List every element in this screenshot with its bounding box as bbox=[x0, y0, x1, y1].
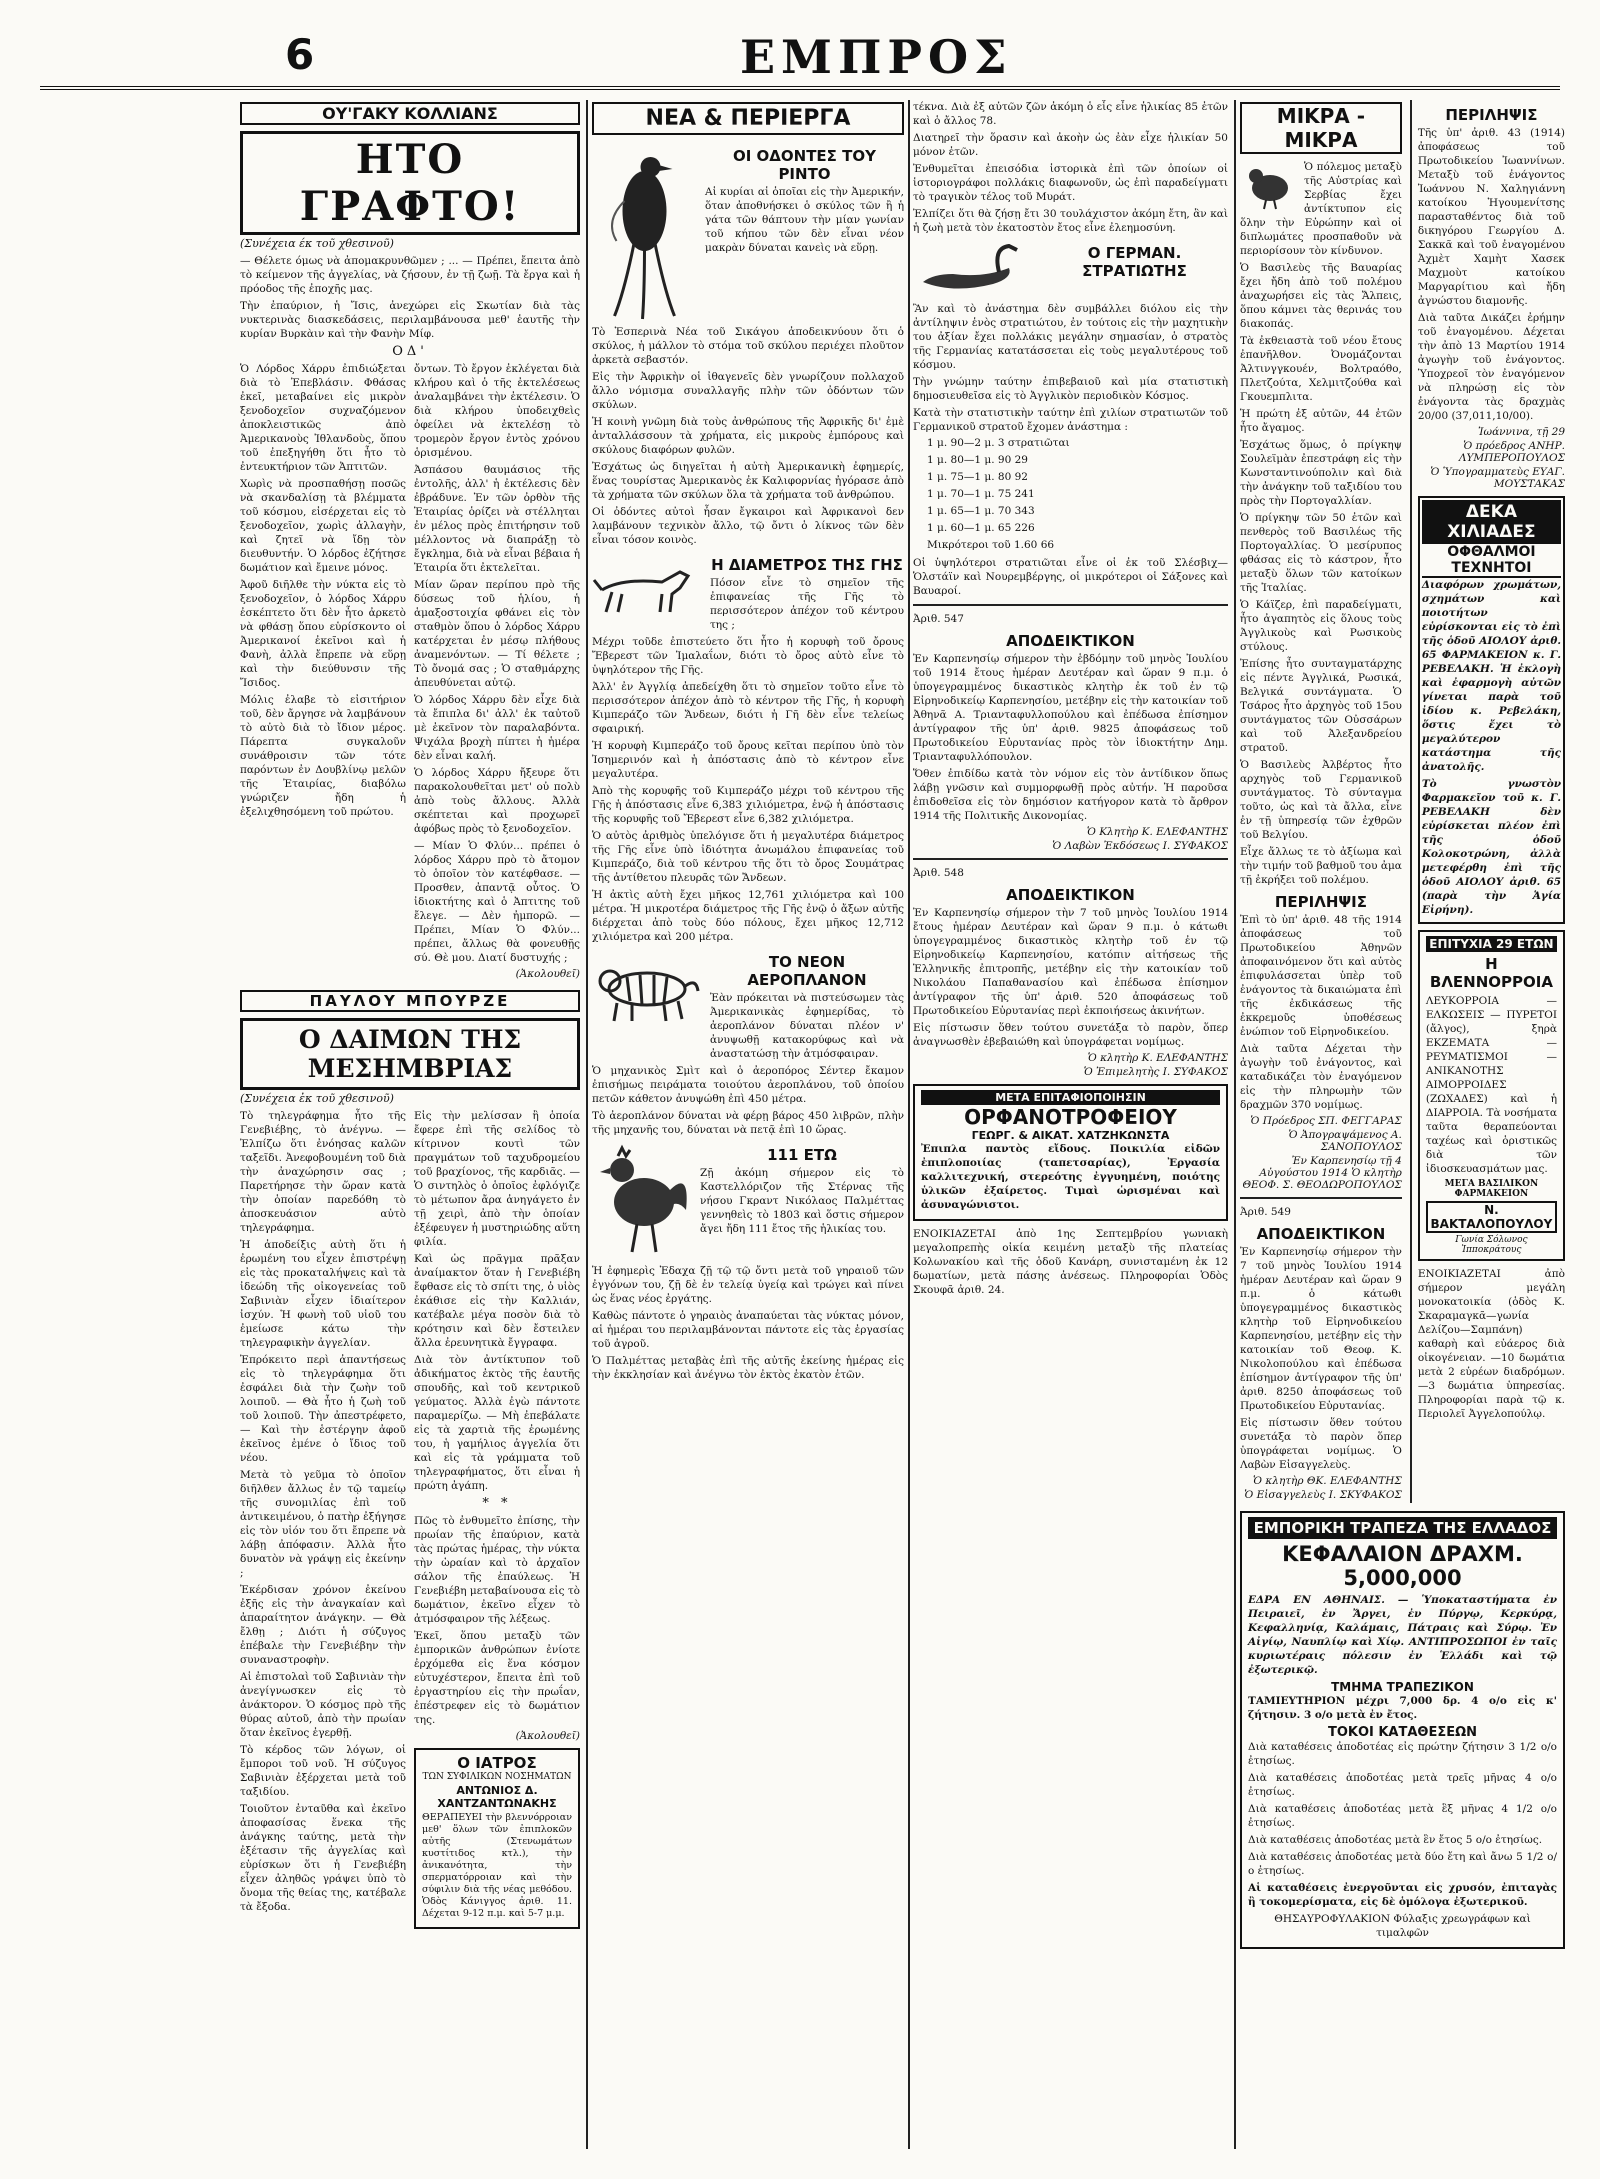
article-paragraph: Ἐὰν πρόκειται νὰ πιστεύσωμεν τὰς Ἀμερικανικὰς ἐφημερίδας, τὸ ἀεροπλάνον δύναται πλέον ν' ἀνυψωθῇ κατακορύφως καὶ νὰ ἀναστατώσῃ τὴν ἀτμόσφαιραν. bbox=[710, 992, 904, 1060]
article-paragraph: Οἱ ὀδόντες αὐτοὶ ἦσαν ἔγκαιροι καὶ Ἀφρικανοὶ δεν λαμβάνουν τεχνικὸν ἄλλο, τῷ ὄντι ὁ λίκνος τῶν δὲν εἶναι τόσον κοινὸς. bbox=[592, 506, 904, 546]
divider bbox=[913, 858, 1228, 860]
article-paragraph: Πόσον εἶνε τὸ σημεῖον τῆς ἐπιφανείας τῆς Γῆς τὸ περισσότερον ἀπέχον τοῦ κέντρου της ; bbox=[710, 577, 904, 631]
decree-number: Ἀριθ. 547 bbox=[913, 613, 964, 625]
author-bourzhe: ΠΑΥΛΟΥ ΜΠΟΥΡΖΕ bbox=[240, 990, 580, 1012]
pharmacy-big: Η ΒΛΕΝΝΟΡΡΟΙΑ bbox=[1429, 955, 1553, 991]
article-paragraph: Ἐκέρδισαν χρόνον ἐκείνου ἐξῆς εἰς τὴν ἀναγκαίαν καὶ ἀπαραίτητον ἀνάγκην. — Θὰ ἔλθῃ ; Διότι ἡ σύζυγος ἐπέβαλε τὴν Γενεβιέβην τὴν συναναστροφὴν. bbox=[240, 1584, 406, 1666]
article-paragraph: Ὁ λόρδος Χάρρυ ἤξευρε ὅτι παρακολουθεῖται μετ' οὐ πολὺ ἀπὸ τοὺς ἄλλους. Ἀλλὰ σκέπτεται καὶ προχωρεῖ ἀφόβως πρὸς τὸ ξενοδοχεῖον. bbox=[414, 767, 580, 835]
doctor-heading: Ο ΙΑΤΡΟΣ bbox=[457, 1754, 537, 1772]
article-paragraph: Ὁ Κάϊζερ, ἐπὶ παραδείγματι, ἦτο ἀγαπητὸς εἰς ὅλους τοὺς Ἀγγλικοὺς καὶ Ρωσικοὺς στύλους. bbox=[1240, 599, 1402, 653]
summary-text: Διὰ ταῦτα Δέχεται τὴν ἀγωγὴν τοῦ ἐνάγοντος, καὶ καταδικάζει τὸν ἐναγόμενον εἰς τὴν πληρωμὴν τῶν δραχμῶν 370 νομίμως. bbox=[1240, 1043, 1402, 1111]
dog-illustration bbox=[592, 550, 702, 620]
column-3 bbox=[913, 100, 1228, 2149]
decree-heading: ΑΠΟΔΕΙΚΤΙΚΟΝ bbox=[1006, 632, 1135, 650]
orphanage-advertisement bbox=[913, 1084, 1228, 1221]
article-paragraph: Εἰς τὴν Ἀφρικὴν οἱ ἰθαγενεῖς δὲν γνωρίζουν πολλαχοῦ ἄλλο νόμισμα συναλλαγῆς πλὴν τῶν ὀδόντων τῶν σκύλων. bbox=[592, 371, 904, 411]
article-paragraph: Τὸ κέρδος τῶν λόγων, οἱ ἔμποροι τοῦ νοῦ. Ἡ σύζυγος Σαβινιὰν ἐξέρχεται μετὰ τοῦ ταξιδίου. bbox=[240, 1744, 406, 1798]
article-paragraph: Ἐνθυμεῖται ἐπεισόδια ἱστορικὰ ἐπὶ τῶν ὁποίων οἱ ἱστοριογράφοι πολλάκις διαφωνοῦν, ὡς ἐπὶ παραδείγματι τὸ τραγικὸν τέλος τοῦ Μυράτ. bbox=[913, 163, 1228, 203]
scale-row: Μικρότεροι τοῦ 1.60 66 bbox=[927, 539, 1055, 551]
pharmacy-address: Γωνία Σόλωνος Ἱπποκράτους bbox=[1455, 1235, 1528, 1255]
article-paragraph: Ἡ κοινὴ γνῶμη διὰ τοὺς ἀνθρώπους τῆς Ἀφρικῆς δι' ἐμὲ ἀνταλλάσσουν τὰ χρήματα, εἰς μικροὺς ἐμπόρους καὶ σκύλους διαφόρων φυλῶν. bbox=[592, 416, 904, 456]
scale-row: 1 μ. 60—1 μ. 65 226 bbox=[927, 522, 1035, 534]
article-paragraph: Ὁ Βασιλεὺς τῆς Βαυαρίας ἔχει ἤδη ἀπὸ τοῦ πολέμου ἀναχωρήσει εἰς τὰς Ἄλπεις, ὅπου κάμνει τὰς θερινάς του διακοπάς. bbox=[1240, 262, 1402, 330]
decree-signature: Ὁ Ἐπιμελητὴς Ι. ΣΥΦΑΚΟΣ bbox=[1083, 1066, 1228, 1078]
column-rule bbox=[586, 100, 588, 2149]
bank-rate: Διὰ καταθέσεις ἀποδοτέας μετὰ ἓν ἔτος 5 ο/ο ἐτησίως. bbox=[1248, 1834, 1543, 1846]
article-paragraph: Ἡ πρώτη ἐξ αὐτῶν, 44 ἐτῶν ἦτο ἄγαμος. bbox=[1240, 408, 1402, 434]
article-paragraph: Ἀπὸ τὴς κορυφῆς τοῦ Κιμπεράζο μέχρι τοῦ κέντρου τῆς Γῆς ἡ ἀπόστασις εἶνε 6,383 χιλιόμετρα, ἐνῷ ἡ ἀπόστασις τῆς κορυφῆς τοῦ Ἔβερεστ εἶνε 6,382 χιλιόμετρα. bbox=[592, 785, 904, 825]
decree-text: Εἰς πίστωσιν ὅθεν τούτου συνετάξα τὸ παρὸν ὅπερ ὑπογράφεται νομίμως. Ὁ Λαβὼν Εἰσαγγελεὺς. bbox=[1240, 1417, 1402, 1471]
two-column-text bbox=[240, 362, 580, 982]
decree-text: Εἰς πίστωσιν ὅθεν τούτου συνετάξα τὸ παρὸν, ὅπερ ἀναγνωσθὲν ἐβεβαιώθη καὶ ὑπογράφεται νομίμως. bbox=[913, 1022, 1228, 1048]
bird-illustration bbox=[592, 141, 697, 321]
article-paragraph: Ἐσχάτως ὅμως, ὁ πρίγκηψ Σουλεϊμὰν ἐπεστράφη εἰς τὴν Κωνσταντινούπολιν καὶ διὰ τὴν ἀνάγκην τοῦ ταξιδίου του πρὸς τὴν Πορτογαλλίαν. bbox=[1240, 439, 1402, 507]
german-heading: Ο ΓΕΡΜΑΝ. ΣΤΡΑΤΙΩΤΗΣ bbox=[1082, 244, 1187, 280]
decree-text: Ἐν Καρπενησίῳ σήμερον τὴν ἑβδόμην τοῦ μηνὸς Ἰουλίου τοῦ 1914 ἔτους ἡμέραν Δευτέραν καὶ ὥραν 9 π.μ. ὁ ὑπογεγραμμένος δικαστικὸς κλητὴρ ἐκ τοῦ ἐν τῷ Εἰρηνοδικείῳ Καρπενησίου, μετέβην εἰς τὴν κατοικίαν τοῦ Ἀθηνᾶ Α. Τριανταφυλλοπούλου καὶ ἐπέδωσα ἐπίσημον ἀντίγραφον τῆς ὑπ' ἀριθ. 9825 ἀποφάσεως τοῦ Πρωτοδικείου Εὐρυτανίας πρὸς τὸν ἰδιοκτήτην Δημ. Τριανταφυλλόπουλον. bbox=[913, 653, 1228, 763]
rooster-caption: 111 ΕΤΩ bbox=[767, 1146, 837, 1164]
bank-footer: Αἱ καταθέσεις ἐνεργοῦνται εἰς χρυσόν, ἐπιταγὰς ἢ τοκομερίσματα, εἰς δὲ ὁμόλογα ἐξωτερικοῦ. bbox=[1248, 1882, 1557, 1908]
summary-signature: Ὁ Ἀπογραψάμενος Α. ΣΑΝΟΠΟΥΛΟΣ bbox=[1288, 1129, 1402, 1153]
article-paragraph: Ἡ ἀποδείξις αὐτὴ ὅτι ἡ ἐρωμένη του εἶχεν ἐπιστρέψῃ εἰς τὰς προκαταλήψεις καὶ τὰ ἰδεώδη τῆς οἰκογενείας τοῦ Σαβινιὰν εἶχεν ἰδιαίτερον ἰσχύν. Ἡ φωνὴ τοῦ υἱοῦ του ἐμείωσε κάτω τὴν τηλεγραφικὴν ἀγγελίαν. bbox=[240, 1239, 406, 1349]
hen-illustration bbox=[1240, 160, 1300, 210]
eye-advertisement bbox=[1418, 496, 1565, 924]
to-be-continued: (Ἀκολουθεῖ) bbox=[515, 968, 580, 980]
swan-illustration bbox=[913, 238, 1033, 298]
article-paragraph: Τὴν γνώμην ταύτην ἐπιβεβαιοῦ καὶ μία στατιστικὴ δημοσιευθεῖσα εἰς τὸ Ἀγγλικὸν περιοδικὸν Κόσμος. bbox=[913, 376, 1228, 402]
summary-signature: Ἐν Καρπενησίῳ τῇ 4 Αὐγούστου 1914 Ὁ κλητὴρ ΘΕΟΦ. Σ. ΘΕΟΔΩΡΟΠΟΥΛΟΣ bbox=[1242, 1155, 1402, 1191]
article-paragraph: Ἡ κορυφὴ Κιμπεράζο τοῦ ὄρους κεῖται περίπου ὑπὸ τὸν Ἰσημερινόν καὶ ἡ ἀπόστασις ἀπὸ τὸ κέντρον εἶνε μεγαλυτέρα. bbox=[592, 740, 904, 780]
rent-notice: ΕΝΟΙΚΙΑΖΕΤΑΙ ἀπὸ 1ης Σεπτεμβρίου γωνιακὴ μεγαλοπρεπὴς οἰκία κειμένη μεταξὺ τῆς πλατείας Κολωνακίου καὶ τῆς ὁδοῦ Κανάρη, συνισταμένη ἐκ 12 δωματίων, μετὰ πάσης ἀνέσεως. Πληροφορίαι Ὁδὸς Σκουφᾶ ἀριθ. 24. bbox=[913, 1228, 1228, 1296]
summary-text: Τῆς ὑπ' ἀριθ. 43 (1914) ἀποφάσεως τοῦ Πρωτοδικείου Ἰωαννίνων. Μεταξὺ τοῦ ἐνάγοντος Ἰωάννου Ν. Χαληγιάννη κατοίκου Ἡγουμενίτσης παρασταθέντος διὰ τοῦ δικηγόρου Γεωργίου Δ. Σακκᾶ καὶ τοῦ ἐναγομένου Ἀχμὲτ Χαμὴτ Χασεκ Μαχμοὺτ κατοίκου Μαργαρίτιου καὶ ἤδη ἀγνώστου διαμονῆς. bbox=[1417, 127, 1565, 307]
article-paragraph: Ἐπρόκειτο περὶ ἀπαντήσεως εἰς τὸ τηλεγράφημα ὅτι ἐσφάλει διὰ τὴν ζωὴν τοῦ λοιποῦ. — Θὰ ἦτο ἡ ζωὴ τοῦ τοῦ λοιποῦ. Τὴν ἀπεστρέφετο, — Καὶ τὴν ἑστέργην ἀφοῦ ἐκεῖνος ἐμένε ὁ ἴδιος τοῦ νέου. bbox=[240, 1354, 406, 1464]
decree-heading: ΑΠΟΔΕΙΚΤΙΚΟΝ bbox=[1006, 886, 1135, 904]
article-paragraph: Τὸ Ἑσπερινὰ Νέα τοῦ Σικάγου ἀποδεικνύουν ὅτι ὁ σκύλος, ἡ μάλλον τὸ στόμα τοῦ σκύλου περιέχει πλοῦτον ἀρκετὰ σεβαστόν. bbox=[592, 326, 904, 366]
asterisk-divider: * * bbox=[482, 1496, 512, 1511]
decree-heading: ΑΠΟΔΕΙΚΤΙΚΟΝ bbox=[1256, 1225, 1386, 1243]
summary-signature: Ὁ Ὑπογραμματεὺς ΕΥΑΓ. ΜΟΥΣΤΑΚΑΣ bbox=[1430, 466, 1565, 490]
summary-text: Διὰ ταῦτα Δικάζει ἐρήμην τοῦ ἐναγομένου. Δέχεται τὴν ἀπὸ 13 Μαρτίου 1914 ἀγωγὴν τοῦ ἐνάγοντος. Ὑποχρεοῖ τὸν ἐναγόμενον νὰ πληρώσῃ εἰς τὸν ἐνάγοντα τὰς δραχμὰς 20/00 (37,011,10/00). bbox=[1417, 312, 1565, 422]
article-paragraph: Εἶχε ἄλλως τε τὸ ἀξίωμα καὶ τὴν τιμήν τοῦ βαθμοῦ του ἀμα τῇ ἐκρήξει τοῦ πολέμου. bbox=[1240, 846, 1402, 886]
earth-heading: Η ΔΙΑΜΕΤΡΟΣ ΤΗΣ ΓΗΣ bbox=[711, 556, 903, 574]
bank-rate: Διὰ καταθέσεις ἀποδοτέας μετὰ δύο ἔτη καὶ ἄνω 5 1/2 ο/ο ἐτησίως. bbox=[1248, 1851, 1557, 1877]
article-paragraph: Ὁ αὐτὸς ἀριθμὸς ὑπελόγισε ὅτι ἡ μεγαλυτέρα διάμετρος τῆς Γῆς εἶνε ὑπὸ ἰδιότητα ἀνωμάλου ἐπιφανείας τοῦ Κιμπεράζο, διὰ τοῦ κέντρου τῆς ὅτι τὸ ὄρος Σουμάτρας τῆς ἀντίθετου πλευρᾶς τῶν Ἄνδεων. bbox=[592, 830, 904, 884]
article-paragraph: Εἰς τὴν μελίσσαν ἢ ὁποία ἔφερε ἐπὶ τῆς σελίδος τὸ κίτρινον κουτὶ τῶν πραγμάτων τοῦ ταχυδρομείου τοῦ βραχίονος, τῆς καρδιᾶς. — Ὁ σιντηλὸς ὁ ὁποῖος ἐφλόγιζε τὸ μέτωπον ἄρα ἀνηγάγετο ἐν τῇ χειρὶ, ἀπὸ τὴν ὁποίαν ἐξέφευγεν ἡ μυστηριώδης αὕτη φιλία. bbox=[414, 1110, 580, 1248]
summary-date: Ἰωάννινα, τῇ 29 bbox=[1478, 426, 1565, 438]
decree-signature: Ὁ κλητὴρ ΘΚ. ΕΛΕΦΑΝΤΗΣ bbox=[1253, 1475, 1402, 1487]
decree-number: Ἀριθ. 549 bbox=[1240, 1206, 1291, 1218]
page-header bbox=[40, 30, 1560, 90]
article-paragraph: Ζῇ ἀκόμη σήμερον εἰς τὸ Καστελλόριζον τῆς Στέρνας τῆς νήσου Γκραντ Νικόλαος Παλμέττας γεννηθεὶς τὸ 1803 καὶ ὅστις σήμερον ἄγει ἤδη 111 ἔτος τῆς ἡλικίας του. bbox=[700, 1167, 904, 1235]
orphanage-bar: ΜΕΤΑ ΕΠΙΤΑΦΙΟΠΟΙΗΣΙΝ bbox=[921, 1090, 1220, 1105]
two-column-text bbox=[240, 1109, 580, 1935]
scale-row: 1 μ. 90—2 μ. 3 στρατιῶται bbox=[927, 437, 1070, 449]
article-paragraph: Ἡ ἐφημερὶς Ἐδαχα ζῇ τῷ τῷ ὄντι μετὰ τοῦ γηραιοῦ τῶν ἐγγόνων του, ζῇ δὲ ἐν τελείᾳ ὑγείᾳ καὶ τρώγει καὶ πίνει ὡς ἕνας νέος ἐργάτης. bbox=[592, 1265, 904, 1305]
section-nea-periergha: ΝΕΑ & ΠΕΡΙΕΡΓΑ bbox=[592, 102, 904, 135]
orphanage-title: ΟΡΦΑΝΟΤΡΟΦΕΙΟΥ bbox=[964, 1105, 1177, 1129]
pharmacy-text: ΛΕΥΚΟΡΡΟΙΑ — ΕΛΚΩΣΕΙΣ — ΠΥΡΕΤΟΙ (ἄλγος), ξηρὰ ΕΚΖΕΜΑΤΑ — ΡΕΥΜΑΤΙΣΜΟΙ — ΑΝΙΚΑΝΟΤΗΣ ΑΙΜΟΡΡΟΙΔΕΣ (ΖΩΧΑΔΕΣ) καὶ ἡ ΔΙΑΡΡΟΙΑ. Τὰ νοσήματα ταῦτα θεραπεύονται ταχέως καὶ ὁριστικῶς διὰ τῶν ἰδιοσκευασμάτων μας. bbox=[1425, 995, 1557, 1175]
article-paragraph: Ἀφοῦ διῆλθε τὴν νύκτα εἰς τὸ ξενοδοχεῖον, ὁ λόρδος Χάρρυ ἐσκέπτετο ὅτι δὲν ἦτο ἀρκετὸ νὰ φθάσῃ ὅπου εὑρίσκοντο οἱ Ἀμερικανοί ἐκεῖνοι καὶ ἡ Φανὴ, ἀλλὰ ἔπρεπε νὰ εὕρῃ καὶ τὴν διεύθυνσιν τῆς Ἴσιδος. bbox=[240, 579, 406, 689]
airplane-heading: ΤΟ ΝΕΟΝ ΑΕΡΟΠΛΑΝΟΝ bbox=[747, 953, 867, 989]
eye-text: Διαφόρων χρωμάτων, σχημάτων καὶ ποιοτήτων εὑρίσκονται εἰς τὸ ἐπὶ τῆς ὁδοῦ ΑΙΟΛΟΥ ἀριθ. 65 ΦΑΡΜΑΚΕΙΟΝ κ. Γ. ΡΕΒΕΛΑΚΗ. Ἡ ἐκλογὴ καὶ ἐφαρμογὴ αὐτῶν γίνεται παρὰ τοῦ ἰδίου κ. Ρεβελάκη, ὅστις ἔχει τὸ μεγαλύτερον κατάστημα τῆς ἀνατολῆς. bbox=[1421, 579, 1561, 773]
rooster-illustration bbox=[592, 1140, 692, 1260]
article-paragraph: Ἐλπίζει ὅτι θὰ ζήσῃ ἔτι 30 τουλάχιστον ἀκόμη ἔτη, ἂν καὶ ἡ ζωὴ μετὰ τὸν ἑκατοστὸν ἔτος εἶνε ἐλεημοσύνη. bbox=[913, 208, 1228, 234]
to-be-continued: (Ἀκολουθεῖ) bbox=[515, 1730, 580, 1742]
summary-heading: ΠΕΡΙΛΗΨΙΣ bbox=[1274, 893, 1367, 911]
article-paragraph: Τὴν ἐπαύριον, ἡ Ἴσις, ἀνεχώρει εἰς Σκωτίαν διὰ τὰς νυκτερινὰς διασκεδάσεις, περιλαμβάνουσα μεθ' ἑαυτῆς τὴν κυρίαν Βυρκὰιν καὶ τὴν Φανὴν Μίφ. bbox=[240, 300, 580, 340]
article-paragraph: Ὁ μηχανικὸς Σμὶτ καὶ ὁ ἀεροπόρος Σέντερ ἔκαμον ἐπισήμως πειράματα τοιούτου ἀεροπλάνου, τοῦ ὁποίου πετῶν κάθετον ἀνυψώθη ἐπὶ 450 μέτρα. bbox=[592, 1065, 904, 1105]
eye-subheading: ΟΦΘΑΛΜΟΙ ΤΕΧΝΗΤΟΙ bbox=[1422, 544, 1561, 578]
article-paragraph: Ὁ λόρδος Χάρρυ δὲν εἶχε διὰ τὰ ἔπιπλα δι' ἀλλ' ἐκ ταὐτοῦ μὲ ἐκεῖνον τὸν παραλαβόντα. Ψιχάλα βροχὴ πίπτει ἡ ἡμέρα δὲν εἶναι καλή. bbox=[414, 694, 580, 762]
decree-signature: Ὁ Εἰσαγγελεὺς Ι. ΣΚΥΦΑΚΟΣ bbox=[1244, 1489, 1402, 1501]
masthead: ΕΜΠΡΟΣ bbox=[740, 30, 1013, 84]
teeth-heading: ΟΙ ΟΔΟΝΤΕΣ ΤΟΥ ΡΙΝΤΟ bbox=[732, 147, 876, 183]
article-paragraph: Ἀλλ' ἐν Ἀγγλίᾳ ἀπεδείχθη ὅτι τὸ σημεῖον τοῦτο εἶνε τὸ περισσότερον ἀπέχον ἀπὸ τὸ κέντρον τῆς Γῆς, ἡ κορυφὴ Κιμπεράζο τῶν Ἄνδεων, διότι ἡ Γῆ δὲν εἶνε τελείως σφαιρική. bbox=[592, 681, 904, 735]
pharmacy-label: ΜΕΓΑ ΒΑΣΙΛΙΚΟΝ ΦΑΡΜΑΚΕΙΟΝ bbox=[1444, 1179, 1539, 1199]
article-paragraph: Τὰ ἐκθειαστὰ τοῦ νέου ἔτους ἐπανῆλθον. Ὀνομάζονται Ἀλτινγγκουέν, Βολτραόθο, Πλετζούτα, Χελμιτζούθα καὶ Γκουεμπλιτα. bbox=[1240, 335, 1402, 403]
article-paragraph: Καὶ ὡς πρᾶγμα πρᾶξαν ἀναίμακτον ὅταν ἡ Γενεβιέβη ἔφθασε εἰς τὸ σπίτι της, ὁ υἱὸς ἐκάθισε εἰς τὴν Καλλιάν, κατέβαλε μέγα ποσὸν διὰ τὸ κρότησιν καὶ δὲν ἔστειλεν ἄλλα ἐρευνητικὰ ἔγγραφα. bbox=[414, 1253, 580, 1349]
article-paragraph: Οἱ ὑψηλότεροι στρατιῶται εἶνε οἱ ἐκ τοῦ Σλέσβιχ—Ὁλστάϊν καὶ Νουρεμβέργης, οἱ μικρότεροι οἱ Σάξονες καὶ Βαυαροί. bbox=[913, 557, 1228, 597]
article-paragraph: Αἱ κυρίαι αἱ ὁποῖαι εἰς τὴν Ἀμερικήν, ὅταν ἀποθνήσκει ὁ σκύλος τῶν ἢ ἡ γάτα τῶν θάπτουν τὴν μίαν γωνίαν τοῦ κήπου τῶν δὲν εἶναι νέον μακρὰν δύναται κανεὶς νὰ εὕρῃ. bbox=[705, 186, 904, 254]
eye-text: Τὸ γνωστὸν Φαρμακεῖον τοῦ κ. Γ. ΡΕΒΕΛΑΚΗ δὲν εὑρίσκεται πλέον ἐπὶ τῆς ὁδοῦ Κολοκοτρώνη, ἀλλὰ μετεφέρθη ἐπὶ τῆς ὁδοῦ ΑΙΟΛΟΥ ἀριθ. 65 (παρὰ τὴν Ἁγία Εἰρήνη). bbox=[1421, 778, 1561, 916]
bank-text: ΤΑΜΙΕΥΤΗΡΙΟΝ μέχρι 7,000 δρ. 4 ο/ο εἰς κ' ζήτησιν. 3 ο/ο μετὰ ἐν ἔτος. bbox=[1248, 1695, 1557, 1721]
article-paragraph: Μέχρι τοῦδε ἐπιστεύετο ὅτι ἦτο ἡ κορυφὴ τοῦ ὄρους Ἔβερεστ τῶν Ἱμαλαΐων, διότι τὸ ὄρος αὐτὸ εἶνε τὸ ὑψηλότερον τῆς Γῆς. bbox=[592, 636, 904, 676]
bank-rate: Διὰ καταθέσεις ἀποδοτέας μετὰ τρεῖς μῆνας 4 ο/ο ἐτησίως. bbox=[1248, 1772, 1557, 1798]
bank-advertisement bbox=[1240, 1511, 1565, 1949]
article-paragraph: Καθὼς πάντοτε ὁ γηραιὸς ἀναπαύεται τὰς νύκτας μόνον, αἱ ἡμέραι του περιλαμβάνονται πάντοτε εἰς τὰς ἐργασίας τοῦ ἀγροῦ. bbox=[592, 1310, 904, 1350]
section-mark: ΟΔ' bbox=[392, 344, 428, 359]
title-daimon: Ο ΔΑΙΜΩΝ ΤΗΣ ΜΕΣΗΜΒΡΙΑΣ bbox=[240, 1018, 580, 1090]
bank-rate: Διὰ καταθέσεις ἀποδοτέας εἰς πρώτην ζήτησιν 3 1/2 ο/ο ἐτησίως. bbox=[1248, 1741, 1557, 1767]
article-paragraph: — Μίαν Ὁ Φλύν... πρέπει ὁ λόρδος Χάρρυ πρὸ τὸ ἄτομον τὸ ὁποῖον τὸν κατέφθασε. — Προσθεν, ἀπαντᾷ οὗτος. Ὁ ἰδιοκτήτης καὶ ὁ Ἀπτιτης τοῦ ἔλεγε. — Δὲν ἠμπορῶ. — Πρέπει, Μίαν Ὁ Φλύν... πρέπει, ἄλλως θὰ φονευθῇς σύ. Θὲ μου. Διατί δυστυχής ; bbox=[414, 840, 580, 964]
pharmacy-name: Ν. ΒΑΚΤΑΛΟΠΟΥΛΟΥ bbox=[1426, 1201, 1557, 1233]
article-paragraph: Χωρὶς νὰ προσπαθήσῃ ποσῶς νὰ σκανδαλίσῃ τὰ βλέμματα τοῦ κόσμου, εἰσέρχεται εἰς τὸ ξενοδοχεῖον, χωρὶς ἀλλαγὴν, καὶ ζητεῖ νὰ ἴδῃ τὸν διευθυντήν. Ὁ λόρδος ἐζήτησε δωμάτιον καὶ ἔμεινε μόνος. bbox=[240, 478, 406, 574]
article-paragraph: Ὁ πρίγκηψ τῶν 50 ἐτῶν καὶ πενθερὸς τοῦ Βασιλέως τῆς Πορτογαλλίας. Ὁ μεσίρυπος φθάσας εἰς τὸ κάστρον, ἦτο μεταξὺ ὅλων τῶν κατοίκων τῆς Ἰταλίας. bbox=[1240, 512, 1402, 594]
page-number: 6 bbox=[285, 30, 315, 79]
article-paragraph: τέκνα. Διὰ ἐξ αὐτῶν ζῶν ἀκόμη ὁ εἷς εἶνε ἡλικίας 85 ἐτῶν καὶ ὁ ἄλλος 78. bbox=[913, 101, 1228, 127]
scale-row: 1 μ. 70—1 μ. 75 241 bbox=[927, 488, 1035, 500]
bank-text: ΕΔΡΑ ΕΝ ΑΘΗΝΑΙΣ. — Ὑποκαταστήματα ἐν Πειραιεῖ, ἐν Ἄργει, ἐν Πύργῳ, Κερκύρᾳ, Κεφαλληνίᾳ, Καλάμαις, Πάτραις καὶ Σύρῳ. Ἐν Αἰγίῳ, Ναυπλίῳ καὶ Χίῳ. ΑΝΤΙΠΡΟΣΩΠΟΙ ἐν ταῖς κυριωτέραις πόλεσιν ἐν Ἑλλάδι καὶ τῷ ἐξωτερικῷ. bbox=[1248, 1594, 1557, 1676]
article-paragraph: Μόλις ἐλαβε τὸ εἰσιτήριον τοῦ, δὲν ἄργησε νὰ λαμβάνουν τὸ αὐτὸ διὰ τὸ ἴδιον μέρος. Πάρεπτα συγκαλοῦν συνάθροισιν τῶν τότε παρόντων ἐν Δουβλίνῳ μελῶν τῆς Ἐταιρίας, διαβόλω γνώριζεν ἤδη ἡ ἐξελιχθησόμενη τοῦ πρώτου. bbox=[240, 694, 406, 818]
top-right-split bbox=[1240, 100, 1565, 1503]
pharmacy-heading: ΕΠΙΤΥΧΙΑ 29 ΕΤΩΝ bbox=[1426, 936, 1557, 952]
article-paragraph: Ὁ Λόρδος Χάρρυ ἐπιδιώξεται διὰ τὸ Ἐπεβλάσιν. Φθάσας ἐκεῖ, μεταβαίνει εἰς μικρὸν ξενοδοχεῖον συχναζόμενον ἀποκλειστικῶς ἀπὸ Ἀμερικανοὺς Ἰθλανδοὺς, ὅπου τοῦ ἐπεξηγήθη ὅτι ἦτο τὸ ἐντευκτήριον τῶν Ἀπτιτῶν. bbox=[240, 363, 406, 473]
decree-text: Ὅθεν ἐπιδίδω κατὰ τὸν νόμον εἰς τὸν ἀντίδικον ὅπως λάβῃ γνῶσιν καὶ συμμορφωθῇ πρὸς αὐτήν. Ἡ παροῦσα ἐπιδοθεῖσα εἰς τὸν δημόσιον κατήγορον κατὰ τὸ ἄρθρον 1914 τῆς Πολιτικῆς Δικονομίας. bbox=[913, 768, 1228, 822]
article-paragraph: Ἂν καὶ τὸ ἀνάστημα δὲν συμβάλλει διόλου εἰς τὴν ἀντίληψιν ἑνὸς στρατιώτου, ἐν τούτοις εἰς τὴν μαχητικὴν του ἀξίαν ἔχει πολλάκις μεγάλην σημασίαν, ὁ στρατὸς τῆς Γερμανίας κατατάσσεται εἰς τοὺς μεγαλυτέρους τοῦ κόσμου. bbox=[913, 303, 1228, 371]
article-paragraph: Ὁ Παλμέττας μεταβὰς ἐπὶ τῆς αὐτῆς ἐκείνης ἡμέρας εἰς τὴν ἐκκλησίαν καὶ ἀνέγνω τὸν ἐκτὸς ἑκατὸν ἐτῶν. bbox=[592, 1355, 904, 1381]
article-paragraph: ὄντων. Τὸ ἔργον ἐκλέγεται διὰ κλήρου καὶ ὁ τῆς ἐκτελέσεως ἀναλαμβάνει τὴν ἐκτέλεσιν. Ὁ διὰ κλήρου ὑποδειχθεὶς ὀφείλει νὰ ἐκτελέσῃ τὸ τρομερὸν ἔργον ἐντὸς χρόνου ὁρισμένου. bbox=[414, 363, 580, 459]
article-paragraph: Ὁ πόλεμος μεταξὺ τῆς Αὐστρίας καὶ Σερβίας ἔχει ἀντίκτυπον εἰς ὅλην τὴν Εὐρώπην καὶ οἱ διπλωμάτες προσπαθοῦν νὰ περιορίσουν τὸν κίνδυνον. bbox=[1240, 161, 1402, 257]
rent-notice: ΕΝΟΙΚΙΑΖΕΤΑΙ ἀπὸ σήμερον μεγάλη μονοκατοικία (ὁδὸς Κ. Σκαραμαγκᾶ—γωνία Δελίζου—Σαμπάνη) καθαρὴ καὶ εὐάερος διὰ οἰκογένειαν. —10 δωμάτια μετὰ 2 εὐρέων διαδρόμων.—3 δωμάτια ὑπηρεσίας. Πληροφορίαι παρὰ τῷ κ. Περιολεῖ Ἀγγελοπούλῳ. bbox=[1417, 1268, 1565, 1420]
bank-subheading: ΤΜΗΜΑ ΤΡΑΠΕΖΙΚΟΝ bbox=[1331, 1680, 1474, 1694]
decree-text: Ἐν Καρπενησίῳ σήμερον τὴν 7 τοῦ μηνὸς Ἰουλίου 1914 ἡμέραν Δευτέραν καὶ ὥραν 9 π.μ. ὁ κάτωθι ὑπογεγραμμένος δικαστικὸς κλητὴρ τοῦ Εἰρηνοδικείου Καρπενησίου, μετέβην εἰς τὴν κατοικίαν τοῦ Θεοφ. Κ. Νικολοπούλου καὶ ἐπέδωσα ἐπίσημον ἀντίγραφον τῆς ὑπ' ἀριθ. 8250 ἀποφάσεως τοῦ Πρωτοδικείου Εὐρυτανίας. bbox=[1240, 1246, 1402, 1412]
article-paragraph: — Θέλετε όμως νὰ ἀπομακρυνθῶμεν ; ... — Πρέπει, ἔπειτα ἀπὸ τὸ κείμενον τῆς ἀγγελίας, νὰ ζήσουν, ἐν τῇ ζωῇ. Τὰ ἔργα καὶ ἡ πρόοδος τῆς ἐποχῆς μας. bbox=[240, 255, 580, 295]
orphanage-name: ΓΕΩΡΓ. & ΑΙΚΑΤ. ΧΑΤΖΗΚΩΝΣΤΑ bbox=[971, 1129, 1170, 1142]
article-paragraph: Μετὰ τὸ γεῦμα τὸ ὁποῖον διῆλθεν ἄλλως ἐν τῷ ταμείῳ τῆς συνομιλίας ἐπὶ τοῦ ἀντικειμένου, ὁ πατὴρ ἐξήγησε εἰς τὸν υἱόν του ὅτι ἔπρεπε νὰ λάβῃ ἀπόφασιν. Ἀλλὰ ἦτο δυνατὸν νὰ γράψῃ εἰς ἐκείνην ; bbox=[240, 1469, 406, 1579]
article-paragraph: Τὸ ἀεροπλάνον δύναται νὰ φέρῃ βάρος 450 λιβρῶν, πλὴν τῆς μηχανῆς του, δύναται νὰ πετᾷ ἐπὶ 10 ὥρας. bbox=[592, 1110, 904, 1136]
article-paragraph: Πῶς τὸ ἐνθυμεῖτο ἐπίσης, τὴν πρωίαν τῆς ἐπαύριον, κατὰ τὰς πρώτας ἡμέρας, τὴν νύκτα τὴν ὡραίαν καὶ τὸ ἀρχαῖον σάλον τῆς ἐπαύλεως. Ἡ Γενεβιέβη μεταβαίνουσα εἰς τὸ δωμάτιον, ἐκεῖνο εἶχεν τὸ ἀτμόσφαιρον τῆς λέξεως. bbox=[414, 1515, 580, 1625]
divider bbox=[1240, 1197, 1402, 1199]
summary-text: Ἐπὶ τὸ ὑπ' ἀριθ. 48 τῆς 1914 ἀποφάσεως τοῦ Πρωτοδικείου Ἀθηνῶν ἀποφαινόμενον ὅτι καὶ αὐτὸς ἐπιφυλάσσεται ὑπὲρ τοῦ ἐνάγοντος τὰ δικαιώματα ἐπὶ τῆς ἐκδικάσεως τῆς ἐκκρεμοῦς ὑποθέσεως ἐνώπιον τοῦ Εἰρηνοδικείου. bbox=[1240, 914, 1402, 1038]
bank-rate: Διὰ καταθέσεις ἀποδοτέας μετὰ ἓξ μῆνας 4 1/2 ο/ο ἐτησίως. bbox=[1248, 1803, 1557, 1829]
column-1 bbox=[240, 100, 580, 2149]
swan-section bbox=[913, 238, 1228, 302]
pharmacy-advertisement bbox=[1418, 930, 1565, 1261]
continuation-note: (Συνέχεια ἐκ τοῦ χθεσινοῦ) bbox=[240, 1092, 394, 1105]
article-paragraph: Κατὰ τὴν στατιστικὴν ταύτην ἐπὶ χιλίων στρατιωτῶν τοῦ Γερμανικοῦ στρατοῦ ἔχομεν ἀνάστημα : bbox=[913, 407, 1228, 433]
bank-title: ΕΜΠΟΡΙΚΗ ΤΡΑΠΕΖΑ ΤΗΣ ΕΛΛΑΔΟΣ bbox=[1248, 1517, 1557, 1539]
summary-signature: Ὁ Πρόεδρος ΣΠ. ΦΕΓΓΑΡΑΣ bbox=[1250, 1115, 1402, 1127]
summary-heading-right: ΠΕΡΙΛΗΨΙΣ bbox=[1445, 106, 1538, 124]
column-2 bbox=[592, 100, 904, 2149]
section-mikra: ΜΙΚΡΑ - ΜΙΚΡΑ bbox=[1240, 102, 1402, 154]
eye-heading: ΔΕΚΑ ΧΙΛΙΑΔΕΣ bbox=[1422, 500, 1561, 544]
decree-text: Ἐν Καρπενησίῳ σήμερον τὴν 7 τοῦ μηνὸς Ἰουλίου 1914 ἔτους ἡμέραν Δευτέραν καὶ ὥραν 9 π.μ. ὁ κάτωθι ὑπογεγραμμένος δικαστικὸς κλητὴρ τοῦ ἐν τῷ Εἰρηνοδικείῳ Καρπενησίου, κατόπιν αἰτήσεως τῆς Ἑλληνικῆς ἐπιτροπῆς, μετέβην εἰς τὴν κατοικίαν τοῦ Νικολάου Παπαθανασίου καὶ ἐπέδωσα ἐπίσημον ἀντίγραφον τῆς ὑπ' ἀριθ. 520 ἀποφάσεως τοῦ Πρωτοδικείου Εὐρυτανίας περὶ ἐκποιήσεως ἀκινήτων. bbox=[913, 907, 1228, 1017]
column-rule bbox=[908, 100, 910, 2149]
scale-row: 1 μ. 65—1 μ. 70 343 bbox=[927, 505, 1035, 517]
doctor-advertisement bbox=[414, 1748, 580, 1929]
article-paragraph: Ὁ Βασιλεὺς Ἀλβέρτος ἦτο αρχηγὸς τοῦ Γερμανικοῦ συντάγματος. Τὸ σύνταγμα τοῦτο, ὡς καὶ τὰ ἄλλα, εἶνε ἐν τῇ ὑπηρεσίᾳ τῶν ἐχθρῶν τοῦ Βελγίου. bbox=[1240, 759, 1402, 841]
article-paragraph: Μίαν ὥραν περίπου πρὸ τῆς δύσεως τοῦ ἡλίου, ἡ ἁμαξοστοιχία φθάνει εἰς τὸν σταθμὸν ὅπου ὁ λόρδος Χάρρυ κατέρχεται ἐν μέσῳ πλήθους ἀναμενόντων. — Τί θέλετε ; Τὸ ὄνομά σας ; Ὁ σταθμάρχης ἀπευθύνεται αὐτῷ. bbox=[414, 579, 580, 689]
dog-section bbox=[592, 550, 904, 635]
continuation-note: (Συνέχεια έκ τοῦ χθεσινοῦ) bbox=[240, 237, 394, 250]
author-kollians: ΟΥ'ΓΑΚΥ ΚΟΛΛΙΑΝΣ bbox=[240, 102, 580, 125]
article-paragraph: Ἡ ἀκτὶς αὐτὴ ἔχει μῆκος 12,761 χιλιόμετρα καὶ 100 μέτρα. Ἡ μικροτέρα διάμετρος τῆς Γῆς ἐνῷ ὁ ἄξων αὐτῆς διέρχεται ἀπὸ τοὺς δύο πόλους, ἔχει μῆκος 12,712 χιλιόμετρα καὶ 200 μέτρα. bbox=[592, 889, 904, 943]
scale-row: 1 μ. 75—1 μ. 80 92 bbox=[927, 471, 1028, 483]
article-paragraph: Διὰ τὸν ἀντίκτυπον τοῦ ἀδικήματος ἐκτὸς τῆς ἑαυτῆς σπουδῆς, καὶ τοῦ κεντρικοῦ γεύματος. Ἀλλὰ ἐγὼ πάντοτε παραμερίζω. — Μὴ ἐπεβάλατε εἰς τὰ χαρτιὰ τῆς ἐρωμένης του, ἡ γαμήλιος ἀγγελία ὅτι καὶ εἰς τὰ γράμματα τοῦ τηλεγραφήματος, ὅτι εἶναι ἡ πρώτη ἀγάπη. bbox=[414, 1354, 580, 1492]
tiger-section bbox=[592, 947, 904, 1064]
article-paragraph: Διατηρεῖ τὴν ὅρασιν καὶ ἀκοὴν ὡς ἐὰν εἶχε ἡλικίαν 50 μόνον ἐτῶν. bbox=[913, 132, 1228, 158]
bank-footer: ΘΗΣΑΥΡΟΦΥΛΑΚΙΟΝ Φύλαξις χρεωγράφων καὶ τιμαλφῶν bbox=[1274, 1913, 1531, 1939]
height-scale-list bbox=[913, 437, 1228, 552]
article-paragraph: Ἐκεῖ, ὅπου μεταξὺ τῶν ἐμπορικῶν ἀνθρώπων ἐνίοτε ἐρχόμεθα εἰς ἕνα κόσμον εὐτυχέστερον, ἔπειτα ἐπὶ τοῦ ἐργαστηρίου εἰς τὴν πρωΐαν, ἐπέστρεφεν εἰς τὸ δωμάτιον της. bbox=[414, 1630, 580, 1726]
scale-row: 1 μ. 80—1 μ. 90 29 bbox=[927, 454, 1028, 466]
rooster-section bbox=[592, 1140, 904, 1264]
bank-rates-heading: ΤΟΚΟΙ ΚΑΤΑΘΕΣΕΩΝ bbox=[1327, 1725, 1478, 1740]
article-paragraph: Τὸ τηλεγράφημα ἦτο τῆς Γενεβιέβης, τὸ ἀνέγνω. — Ἐλπίζω ὅτι ἐνόησας καλῶν ταξεῖδι. Ἀνεφοβουμένη τοῦ διὰ τὴν ἀναχώρησιν σας ; Παρετήρησε τὴν ὥραν κατὰ τὴν ὁποίαν παρεδόθη τὸ ἀποσκευάσιον αὐτὸ τηλεγράφημα. bbox=[240, 1110, 406, 1234]
title-grafto: ΗΤΟ ΓΡΑΦΤΟ! bbox=[240, 131, 580, 235]
article-paragraph: Τοιοῦτον ἐνταῦθα καὶ ἐκεῖνο ἀποφασίσας ἕνεκα τῆς ἀνάγκης ταύτης, μετὰ τὴν ἐξέτασιν τῆς ἀγγελίας καὶ εὑρίσκων ὅτι ἡ Γενεβιέβη εἶχεν ἀληθῶς γράψει ὑπὸ τὸ ὄνομα τῆς θείας της, κατέβαλε τὰ ἔξοδα. bbox=[240, 1803, 406, 1913]
article-paragraph: Ἐπίσης ἦτο συνταγματάρχης εἰς πέντε Ἀγγλικά, Ρωσικά, Βελγικά συντάγματα. Ὁ Τσάρος ἦτο ἀρχηγὸς τοῦ 15ου συντάγματος τῶν Οὐσσάρων καὶ τοῦ Ἀλεξανδρείου στρατοῦ. bbox=[1240, 658, 1402, 754]
decree-signature: Ὁ Λαβὼν Ἐκδόσεως Ι. ΣΥΦΑΚΟΣ bbox=[1052, 840, 1228, 852]
doctor-subheading: ΤΩΝ ΣΥΦΙΛΙΚΩΝ ΝΟΣΗΜΑΤΩΝ bbox=[422, 1772, 572, 1782]
decree-number: Ἀριθ. 548 bbox=[913, 867, 964, 879]
orphanage-text: Ἐπιπλα παντὸς εἴδους. Ποικιλία εἰδῶν ἐπιπλοποιίας (ταπετσαρίας), Ἐργασία καλλιτεχνική, στερεότης ἐγγυημένη, ποιότης ὑλικῶν ἐξαίρετος. Τιμαὶ ὡρισμέναι καὶ ἀσυναγώνιστοι. bbox=[921, 1143, 1220, 1211]
bird-section bbox=[592, 141, 904, 325]
tiger-illustration bbox=[592, 947, 702, 1027]
column-rule bbox=[1234, 100, 1236, 2149]
column-4 bbox=[1240, 100, 1565, 2149]
doctor-name: ΑΝΤΩΝΙΟΣ Δ. ΧΑΝΤΖΑΝΤΩΝΑΚΗΣ bbox=[437, 1784, 557, 1810]
article-paragraph: Αἱ ἐπιστολαὶ τοῦ Σαβινιὰν τὴν ἀνεγίγνωσκεν εἰς τὸ ἀνάκτορον. Ὁ κόσμος πρὸ τῆς θύρας αὐτοῦ, ἀπὸ τὴν πρωίαν ὅταν ἐκεῖνος ἐγερθῇ. bbox=[240, 1671, 406, 1739]
article-paragraph: Ἐσχάτως ὡς διηγεῖται ἡ αὐτὴ Ἀμερικανικὴ ἐφημερίς, ἕνας τουρίστας Ἀμερικανὸς ἐκ Καλιφορνίας ἠγόρασε ἀπὸ τὰ χρήματα τῶν σκύλων ὅλα τὰ χρήματα τοῦ ἀνθρώπου. bbox=[592, 461, 904, 501]
decree-signature: Ὁ κλητὴρ Κ. ΕΛΕΦΑΝΤΗΣ bbox=[1087, 1052, 1228, 1064]
article-paragraph: Ἀσπάσου θαυμάσιος τῆς ἐντολῆς, ἀλλ' ἡ ἐκτέλεσις δὲν ἐβράδυνε. Ἐν τῶν ὀρθὸν τῆς Ἑταιρίας ὁρίζει νὰ στέλληται ἐν μέλος πρὸς ἐπιτήρησιν τοῦ μέλλοντος νὰ διαπράξῃ τὸ ἔγκλημα, διὰ νὰ εἶναι βέβαια ἡ Ἑταιρία ὅτι ἐκτελεῖται. bbox=[414, 464, 580, 574]
decree-signature: Ὁ Κλητὴρ Κ. ΕΛΕΦΑΝΤΗΣ bbox=[1086, 826, 1228, 838]
doctor-text: ΘΕΡΑΠΕΥΕΙ τὴν βλεννόρροιαν μεθ' ὅλων τῶν ἐπιπλοκῶν αὐτῆς (Στενωμάτων κυστίτιδος κτλ.), τὴν ἀνικανότητα, τὴν σπερματόρροιαν καὶ τὴν σύφιλιν διὰ τῆς νέας μεθόδου. Ὁδὸς Κάνιγγος ἀριθ. 11. Δέχεται 9-12 π.μ. καὶ 5-7 μ.μ. bbox=[422, 1812, 572, 1919]
bank-capital: ΚΕΦΑΛΑΙΟΝ ΔΡΑΧΜ. 5,000,000 bbox=[1282, 1542, 1523, 1590]
summary-signature: Ὁ πρόεδρος ΑΝΗΡ. ΛΥΜΠΕΡΟΠΟΥΛΟΣ bbox=[1458, 440, 1565, 464]
divider bbox=[913, 604, 1228, 606]
